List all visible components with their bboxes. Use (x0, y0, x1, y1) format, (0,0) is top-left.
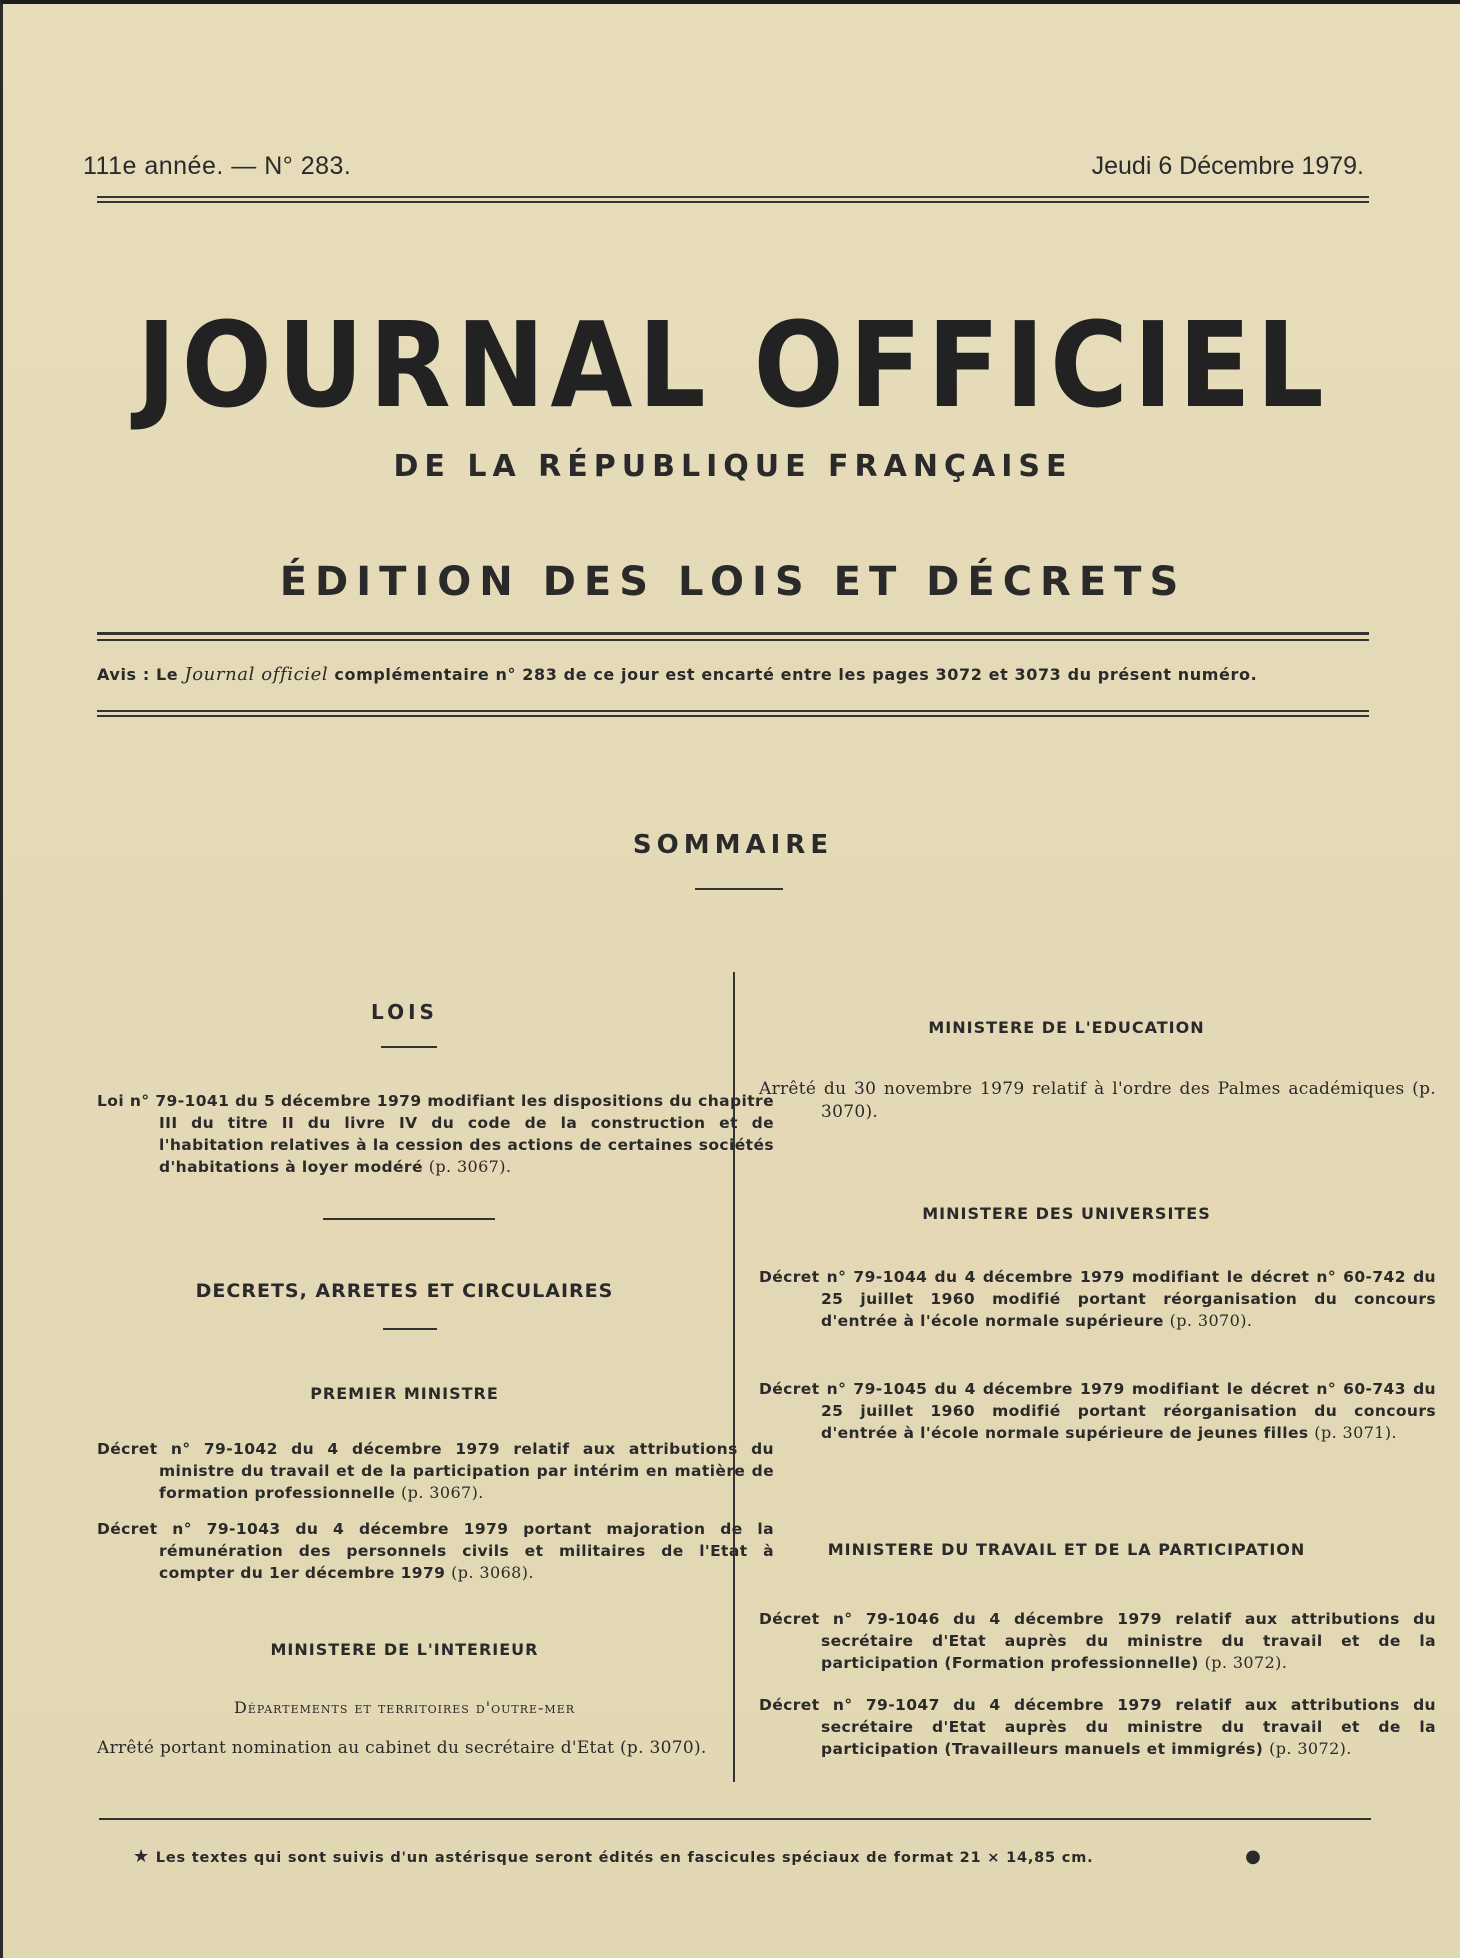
education-entry: Arrêté du 30 novembre 1979 relatif à l'ordre des Palmes académiques (p. 3070). (759, 1079, 1436, 1122)
issue-number: 111e année. — N° 283. (83, 152, 352, 180)
avis-italic: Journal officiel (184, 664, 329, 685)
masthead-title: JOURNAL OFFICIEL (136, 296, 1330, 434)
lois-heading: LOIS (371, 1000, 438, 1024)
interieur-heading: MINISTERE DE L'INTERIEUR (270, 1640, 539, 1659)
lois-entry-text: Loi n° 79-1041 du 5 décembre 1979 modifiant les dispositions du chapitre III du titre II du livre IV du code de la construction et de l'habitation relatives à la cession des actions de certaines sociétés d'habitations à loyer modéré (97, 1092, 774, 1176)
pm-entry-1 (97, 1438, 774, 1504)
footer-rule (99, 1818, 1371, 1820)
sommaire-title: SOMMAIRE (632, 830, 834, 860)
lois-entry-ref: (p. 3067). (428, 1157, 512, 1176)
univ-entry-2 (759, 1378, 1436, 1444)
avis-top-rule (97, 632, 1369, 641)
pm-entry-1-text: Décret n° 79-1042 du 4 décembre 1979 relatif aux attributions du ministre du travail et de la participation par intérim en matière de formation professionnelle (97, 1440, 774, 1502)
pm-entry-2-text: Décret n° 79-1043 du 4 décembre 1979 portant majoration de la rémunération des personnels civils et militaires de l'Etat à compter du 1er décembre 1979 (97, 1520, 774, 1582)
trav-entry-2 (759, 1694, 1436, 1760)
issue-date: Jeudi 6 Décembre 1979. (1091, 152, 1364, 180)
avis-notice (97, 664, 1369, 685)
footer-text: Les textes qui sont suivis d'un astérisque seront édités en fascicules spéciaux de format 21 × 14,85 cm. (155, 1850, 1094, 1866)
univ-entry-2-ref: (p. 3071). (1314, 1423, 1397, 1442)
dom-heading: Départements et territoires d'outre-mer (233, 1698, 576, 1717)
decrets-heading: DECRETS, ARRETES ET CIRCULAIRES (195, 1280, 614, 1302)
trav-entry-1 (759, 1608, 1436, 1674)
lois-rule (381, 1046, 437, 1048)
decrets-rule (383, 1328, 437, 1330)
avis-suffix: complémentaire n° 283 de ce jour est encarté entre les pages 3072 et 3073 du présent numéro. (334, 665, 1258, 684)
sommaire-rule (695, 888, 783, 890)
header-rule (97, 196, 1369, 203)
pm-entry-2 (97, 1518, 774, 1584)
univ-entry-2-text: Décret n° 79-1045 du 4 décembre 1979 modifiant le décret n° 60-743 du 25 juillet 1960 modifié portant réorganisation du concours d'entrée à l'école normale supérieure de jeunes filles (759, 1380, 1436, 1442)
pm-entry-2-ref: (p. 3068). (451, 1563, 534, 1582)
bullet-icon: ● (1245, 1846, 1262, 1867)
trav-entry-2-text: Décret n° 79-1047 du 4 décembre 1979 relatif aux attributions du secrétaire d'Etat auprès du ministre du travail et de la participation (Travailleurs manuels et immigrés) (759, 1696, 1436, 1758)
masthead-subtitle: DE LA RÉPUBLIQUE FRANÇAISE (393, 449, 1073, 484)
avis-bottom-rule (97, 710, 1369, 717)
univ-entry-1-ref: (p. 3070). (1169, 1311, 1253, 1330)
pm-entry-1-ref: (p. 3067). (401, 1483, 484, 1502)
edition-title: ÉDITION DES LOIS ET DÉCRETS (279, 559, 1187, 605)
trav-entry-2-ref: (p. 3072). (1269, 1739, 1352, 1758)
avis-prefix: Avis : Le (97, 665, 179, 684)
education-heading: MINISTERE DE L'EDUCATION (928, 1018, 1205, 1037)
univ-entry-1-text: Décret n° 79-1044 du 4 décembre 1979 modifiant le décret n° 60-742 du 25 juillet 1960 modifié portant réorganisation du concours d'entrée à l'école normale supérieure (759, 1268, 1436, 1330)
trav-entry-1-text: Décret n° 79-1046 du 4 décembre 1979 relatif aux attributions du secrétaire d'Etat auprès du ministre du travail et de la participation (Formation professionnelle) (759, 1610, 1436, 1672)
travail-heading: MINISTERE DU TRAVAIL ET DE LA PARTICIPATION (827, 1540, 1306, 1559)
lois-entry (97, 1090, 774, 1178)
interieur-entry: Arrêté portant nomination au cabinet du secrétaire d'Etat (p. 3070). (97, 1738, 707, 1758)
trav-entry-1-ref: (p. 3072). (1204, 1653, 1288, 1672)
lois-separator (323, 1218, 495, 1220)
univ-entry-1 (759, 1266, 1436, 1332)
universites-heading: MINISTERE DES UNIVERSITES (922, 1204, 1211, 1223)
premier-ministre-heading: PREMIER MINISTRE (310, 1384, 499, 1403)
footer-note (133, 1846, 1262, 1867)
star-icon: ★ (133, 1846, 150, 1867)
